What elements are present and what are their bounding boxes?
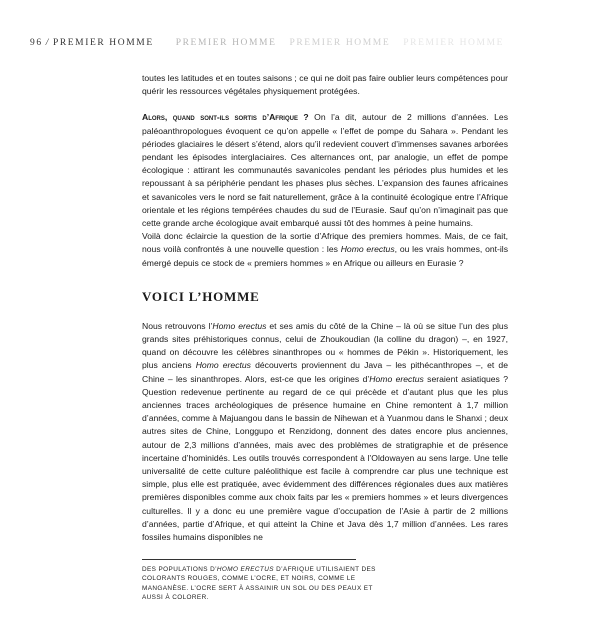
paragraph: Nous retrouvons l’Homo erectus et ses amis du côté de la Chine – là où se situe l’un des plus grands sites préhistoriques connus, celui de Zhoukoudian (la colline du dragon) –, en 1927, quand on découvre les célèbres sinanthropes ou « hommes de Pékin ». Historiquement, les plus anciens Homo erectus découverts proviennent du Java – les pithécanthropes –, et de Chine – les sinanthropes. Alors, est-ce que les origines d’Homo erectus seraient asiatiques ? Question redevenue pertinente au regard de ce qui précède et d’autant plus que les plus anciennes traces archéologiques de présence humaine en Chine remontent à 1,7 million d’années, comme à Majuangou dans le bassin de Nihewan et à Yuanmou dans le Shanxi ; deux autres sites de Chine, Longgupo et Renzidong, donnent des dates encore plus anciennes, autour de 2,3 millions d’années, mais avec des problèmes de stratigraphie et de présence incertaine d’hominidés. Les outils trouvés correspondent à l’Oldowayen au sens large. Une telle universalité de cette culture paléolithique est facile à comprendre car plus une technique est simple, plus elle est pratiquée, avec évidemment des différences régionales dues aux matières premières disponibles comme aux choix faits par les « premiers hommes » et leurs divergences culturelles. Il y a donc eu une première vague d’occupation de l’Asie à partir de 2 millions d’années, partie d’Afrique, et qui atteint la Chine et Java dès 1,7 million d’années. Les rares fossiles humains disponibles ne: [142, 320, 509, 543]
running-title: PREMIER HOMME: [52, 38, 154, 48]
header-separator: /: [45, 38, 50, 48]
paragraph-lead-in: Alors, quand sont-ils sortis d’Afrique ?: [142, 112, 309, 123]
page-number: 96: [30, 38, 43, 48]
running-title-echo: PREMIER HOMME: [403, 38, 505, 48]
section-heading: VOICI L’HOMME: [142, 288, 260, 304]
footnote: DES POPULATIONS D’HOMO ERECTUS D’AFRIQUE UTILISAIENT DES COLORANTS ROUGES, COMME L’OCRE, ET NOIRS, COMME LE MANGANÈSE. L’OCRE SERT À ASSAINIR UN SOL OU DES PEAUX ET AUSSI À COLORER.: [142, 566, 376, 602]
paragraph: Voilà donc éclaircie la question de la sortie d’Afrique des premiers hommes. Mais, de ce fait, nous voilà confrontés à une nouvelle question : les Homo erectus, ou les vrais hommes, ont-ils émergé depuis ce stock de « premiers hommes » en Afrique ou ailleurs en Eurasie ?: [142, 231, 509, 268]
paragraph: Alors, quand sont-ils sortis d’Afrique ? On l’a dit, autour de 2 millions d’années. Les paléoanthropologues évoquent ce qu’on appelle « l’effet de pompe du Sahara ». Pendant les périodes glaciaires le désert s’étend, alors qu’il redevient couvert d’immenses savanes arborées pendant les épisodes interglaciaires. Ces alternances ont, par analogie, un effet de pompe écologique : attirant les communautés savanicoles pendant les périodes plus humides et les repoussant à sa périphérie pendant les phases plus sèches. L’expansion des faunes africaines et savanicoles vers le nord se fait naturellement, grâce à la continuité écologique entre l’Afrique orientale et les régions tempérées chaudes du sud de l’Eurasie. Sauf qu’on n’imaginait pas que cette grande arche écologique avait embarqué aussi tôt des hommes à peine humains.: [142, 112, 508, 229]
page-number-block: [30, 38, 163, 48]
main-text-column: [142, 72, 508, 544]
running-header: [30, 38, 590, 52]
footnote-divider: [142, 559, 356, 560]
running-title-echo: PREMIER HOMME: [175, 38, 277, 48]
paragraph: toutes les latitudes et en toutes saisons ; ce qui ne doit pas faire oublier leurs compétences pour quérir les ressources végétales physiquement protégées.: [142, 73, 508, 97]
running-title-echo: PREMIER HOMME: [289, 38, 391, 48]
